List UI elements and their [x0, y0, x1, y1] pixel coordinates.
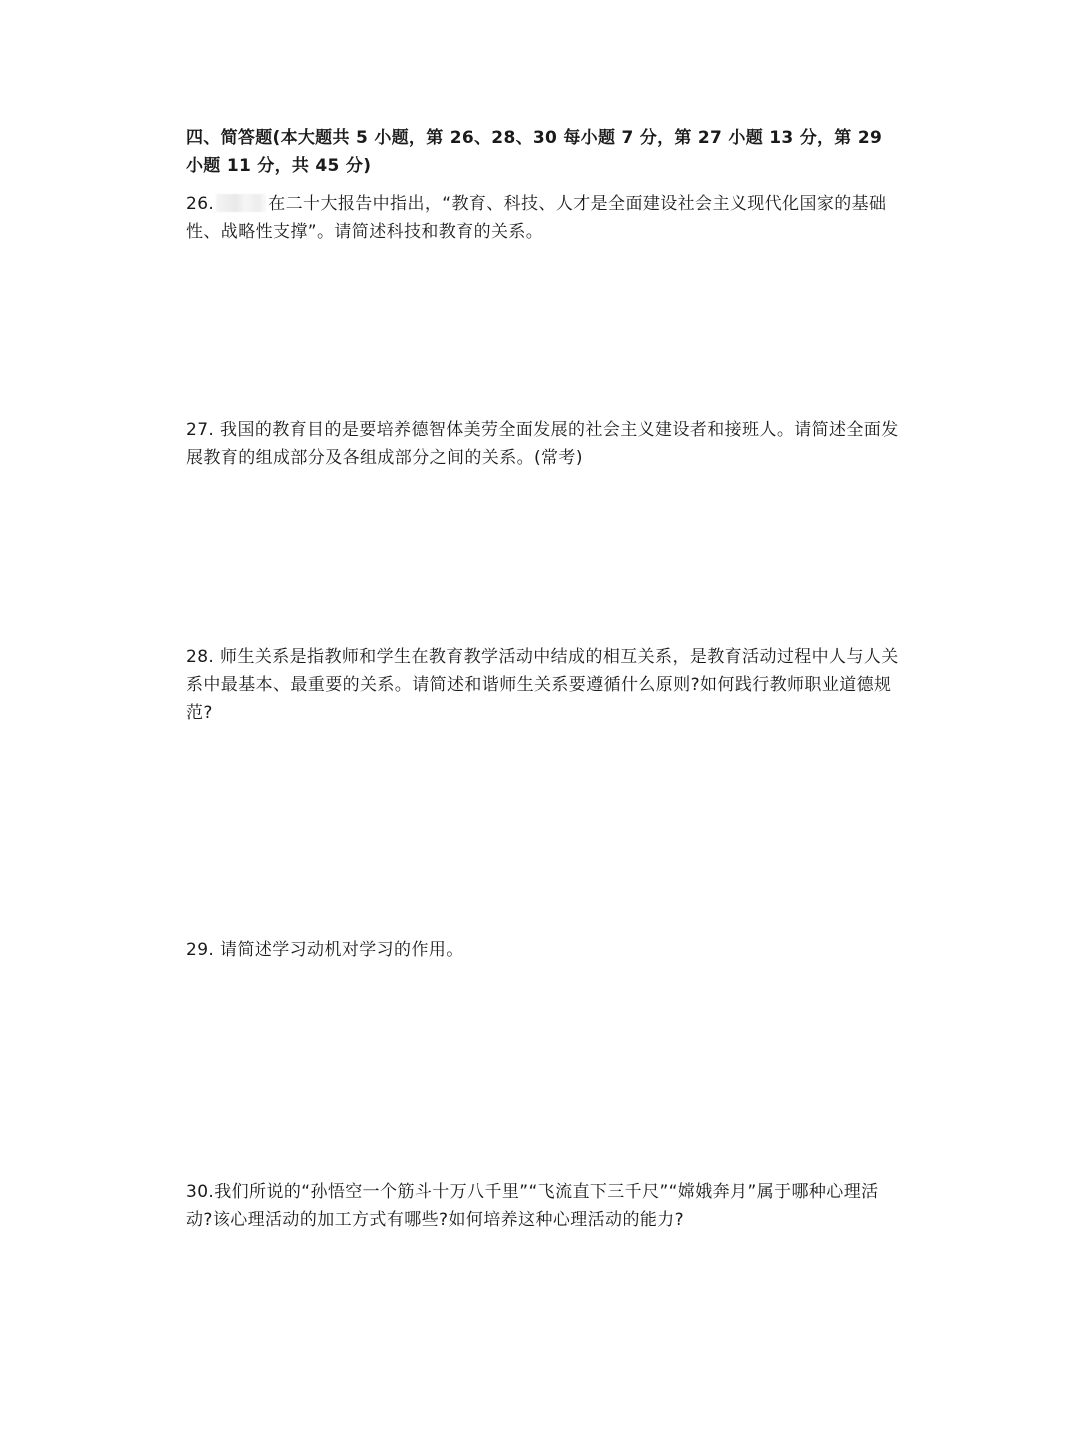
question-text: 我们所说的“孙悟空一个筋斗十万八千里”“飞流直下三千尺”“嫦娥奔月”属于哪种心理活动?该心理活动的加工方式有哪些?如何培养这种心理活动的能力? [186, 1182, 879, 1230]
question-text: 师生关系是指教师和学生在教育教学活动中结成的相互关系，是教育活动过程中人与人关系中最基本、最重要的关系。请简述和谐师生关系要遵循什么原则?如何践行教师职业道德规范? [186, 647, 899, 723]
question-27 [186, 416, 902, 472]
question-26 [186, 190, 902, 246]
question-number: 28. [186, 647, 215, 667]
question-28 [186, 643, 902, 727]
question-30 [186, 1178, 902, 1234]
question-29 [186, 936, 902, 964]
question-text: 在二十大报告中指出，“教育、科技、人才是全面建设社会主义现代化国家的基础性、战略性支撑”。请简述科技和教育的关系。 [186, 194, 887, 242]
redacted-text [216, 194, 266, 212]
question-text: 我国的教育目的是要培养德智体美劳全面发展的社会主义建设者和接班人。请简述全面发展教育的组成部分及各组成部分之间的关系。(常考) [186, 420, 899, 468]
section-heading: 四、简答题(本大题共 5 小题，第 26、28、30 每小题 7 分，第 27 小题 13 分，第 29 小题 11 分，共 45 分) [186, 128, 883, 176]
question-number: 26. [186, 194, 215, 214]
question-text: 请简述学习动机对学习的作用。 [214, 940, 464, 960]
question-number: 29. [186, 940, 215, 960]
question-number: 27. [186, 420, 215, 440]
question-number: 30. [186, 1182, 215, 1202]
